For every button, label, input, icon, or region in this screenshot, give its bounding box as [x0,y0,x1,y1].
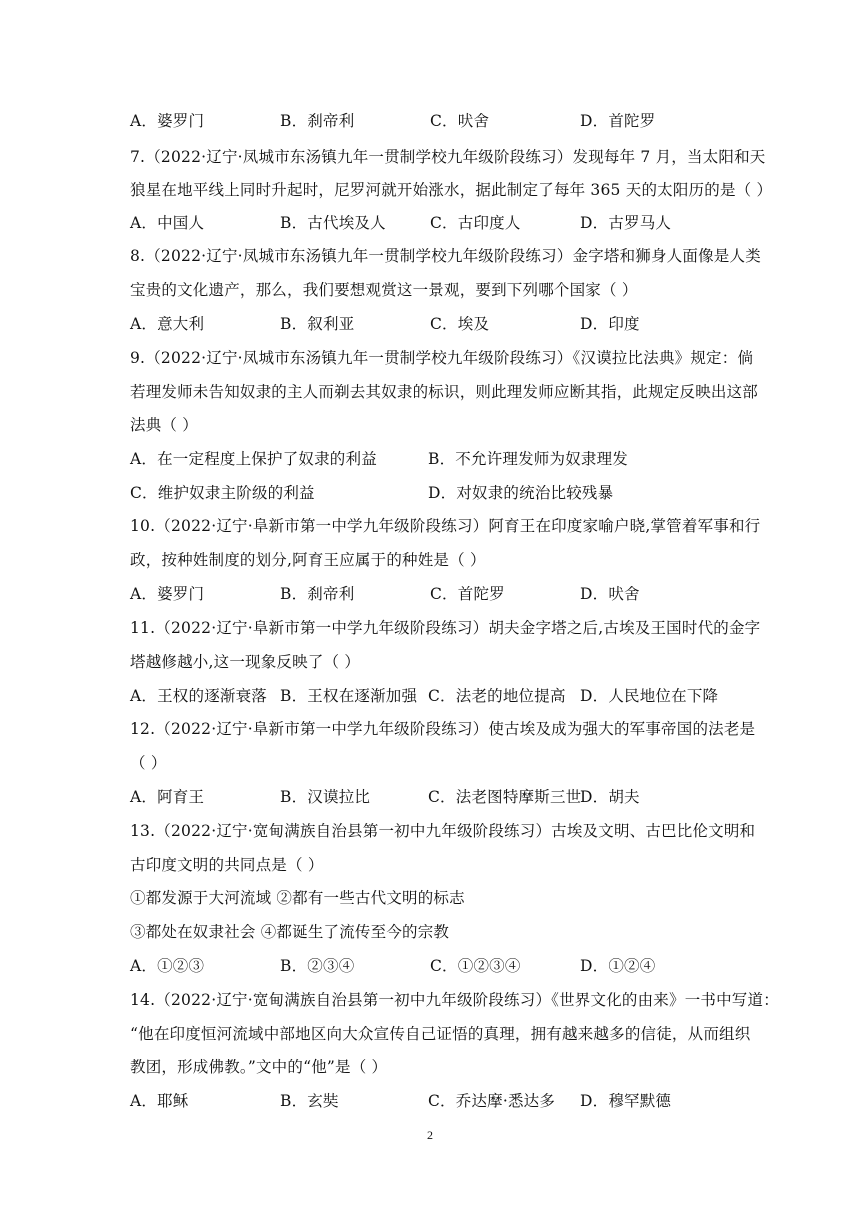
q14-text-line-3: 教团，形成佛教。”文中的“他”是（ ） [130,1058,388,1076]
q8-text-line-1: 8.（2022·辽宁·凤城市东汤镇九年一贯制学校九年级阶段练习）金字塔和狮身人面像是人类 [130,247,761,265]
q14-text-line-2: “他在印度恒河流域中部地区向大众宣传自己证悟的真理，拥有越来越多的信徒，从而组织 [130,1025,751,1043]
q13-options [130,956,740,976]
option-d: D．①②④ [580,957,656,975]
q10-text-line-2: 政，按种姓制度的划分,阿育王应属于的种姓是（ ） [130,551,486,569]
q9-options-row-1 [130,449,740,469]
option-c: C．吠舍 [430,112,490,130]
q7-text-line-1: 7.（2022·辽宁·凤城市东汤镇九年一贯制学校九年级阶段练习）发现每年 7 月，当太阳和天 [130,148,766,166]
q11-text-line-2: 塔越修越小,这一现象反映了（ ） [130,653,361,671]
option-a: A．婆罗门 [130,112,205,130]
q14-options [130,1091,740,1111]
option-c: C．古印度人 [430,214,521,232]
option-c: C．首陀罗 [430,585,505,603]
option-a: A．中国人 [130,214,205,232]
option-d: D．穆罕默德 [580,1092,672,1110]
q9-options-row-2 [130,483,740,503]
q7-options [130,213,740,233]
option-b: B．刹帝利 [280,112,355,130]
option-b: B．玄奘 [280,1092,339,1110]
option-b: B．古代埃及人 [280,214,386,232]
option-a: A．耶稣 [130,1092,189,1110]
q9-text-line-2: 若理发师未告知奴隶的主人而剃去其奴隶的标识，则此理发师应断其指，此规定反映出这部 [130,383,759,401]
q10-options [130,584,740,604]
option-c: C．法老的地位提高 [428,687,566,705]
option-a: A．阿育王 [130,788,205,806]
q11-options [130,686,740,706]
q9-text-line-1: 9.（2022·辽宁·凤城市东汤镇九年一贯制学校九年级阶段练习）《汉谟拉比法典》规定：倘 [130,349,754,367]
q13-statement-line-2: ③都处在奴隶社会 ④都诞生了流传至今的宗教 [130,923,450,941]
q12-text-line-2: （ ） [130,754,167,772]
q8-text-line-2: 宝贵的文化遗产，那么，我们要想观赏这一景观，要到下列哪个国家（ ） [130,281,638,299]
option-d: D．古罗马人 [580,214,672,232]
option-c: C．①②③④ [430,957,521,975]
option-d: D．首陀罗 [580,112,656,130]
q12-text-line-1: 12.（2022·辽宁·阜新市第一中学九年级阶段练习）使古埃及成为强大的军事帝国的法老是 [130,720,756,738]
option-b: B．王权在逐渐加强 [280,687,418,705]
option-a: A．婆罗门 [130,585,205,603]
q8-options [130,314,740,334]
option-d: D．胡夫 [580,788,640,806]
option-c: C．维护奴隶主阶级的利益 [130,484,315,502]
option-d: D．人民地位在下降 [580,687,719,705]
q9-text-line-3: 法典（ ） [130,416,198,434]
option-c: C．埃及 [430,315,490,333]
q12-options [130,787,740,807]
q13-statement-line-1: ①都发源于大河流域 ②都有一些古代文明的标志 [130,889,465,907]
page-number: 2 [427,1128,433,1142]
option-c: C．乔达摩·悉达多 [428,1092,556,1110]
option-b: B．汉谟拉比 [280,788,371,806]
q6-options [130,111,740,131]
option-d: D．印度 [580,315,640,333]
option-b: B．不允许理发师为奴隶理发 [428,450,628,468]
option-a: A．①②③ [130,957,205,975]
option-c: C．法老图特摩斯三世 [428,788,582,806]
q13-text-line-1: 13.（2022·辽宁·宽甸满族自治县第一初中九年级阶段练习）古埃及文明、古巴比伦文明和 [130,822,756,840]
option-b: B．②③④ [280,957,355,975]
option-b: B．叙利亚 [280,315,355,333]
q13-text-line-2: 古印度文明的共同点是（ ） [130,856,324,874]
option-b: B．刹帝利 [280,585,355,603]
q7-text-line-2: 狼星在地平线上同时升起时，尼罗河就开始涨水，据此制定了每年 365 天的太阳历的是（ ） [130,181,773,199]
option-d: D．吠舍 [580,585,640,603]
q11-text-line-1: 11.（2022·辽宁·阜新市第一中学九年级阶段练习）胡夫金字塔之后,古埃及王国时代的金字 [130,619,761,637]
option-a: A．王权的逐渐衰落 [130,687,267,705]
q14-text-line-1: 14.（2022·辽宁·宽甸满族自治县第一初中九年级阶段练习）《世界文化的由来》一书中写道： [130,991,779,1009]
q10-text-line-1: 10.（2022·辽宁·阜新市第一中学九年级阶段练习）阿育王在印度家喻户晓,掌管着军事和行 [130,517,761,535]
option-a: A．意大利 [130,315,205,333]
option-a: A．在一定程度上保护了奴隶的利益 [130,450,377,468]
option-d: D．对奴隶的统治比较残暴 [428,484,614,502]
